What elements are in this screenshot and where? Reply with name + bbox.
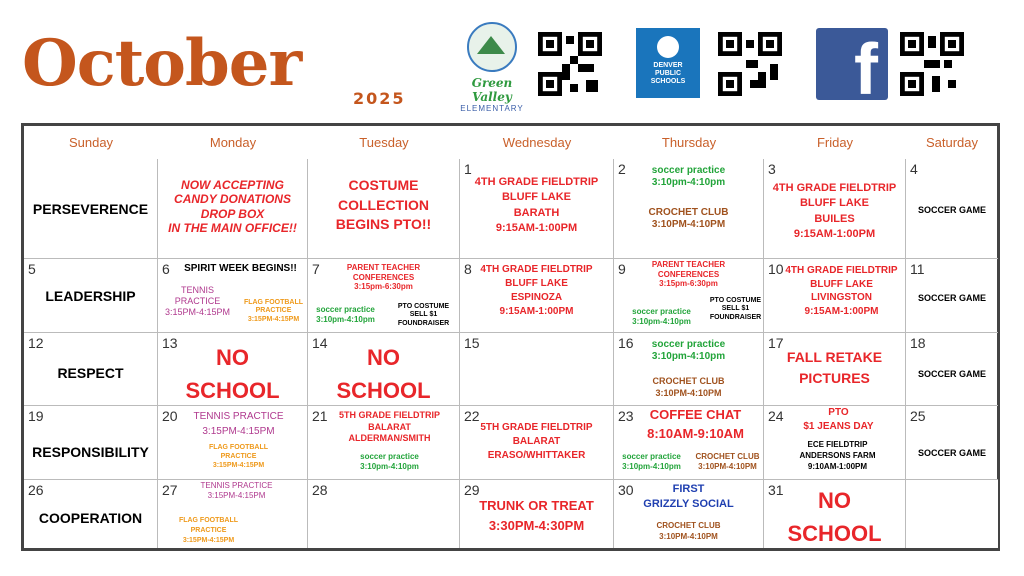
district-emblem-icon: [657, 36, 679, 58]
event-pto-jeans: PTO $1 JEANS DAY: [803, 407, 874, 432]
calendar-day: 18 SOCCER GAME: [906, 333, 998, 406]
qr-code-icon[interactable]: [718, 32, 782, 96]
calendar-day: 14 NO SCHOOL: [308, 333, 460, 406]
district-logo: DENVER PUBLIC SCHOOLS: [636, 28, 700, 98]
calendar-day: 19 RESPONSIBILITY: [24, 406, 158, 480]
facebook-icon[interactable]: f: [816, 28, 888, 100]
event-no-school: NO SCHOOL: [336, 345, 431, 403]
day-header: Thursday: [661, 135, 717, 150]
event-flag-football: FLAG FOOTBALL PRACTICE 3:15PM-4:15PM: [243, 299, 304, 323]
calendar-day: 20 TENNIS PRACTICE 3:15PM-4:15PM FLAG FOOTBALL PRACTICE 3:15PM-4:15PM: [158, 406, 308, 480]
event-spirit-week: SPIRIT WEEK BEGINS!!: [184, 263, 297, 274]
calendar-day: 25 SOCCER GAME: [906, 406, 998, 480]
event-fieldtrip: 4TH GRADE FIELDTRIP BLUFF LAKE BARATH 9:15AM-1:00PM: [474, 176, 599, 235]
calendar-day: 5 LEADERSHIP: [24, 259, 158, 333]
calendar-grid: [21, 123, 1000, 551]
event-retake: FALL RETAKE PICTURES: [786, 349, 883, 386]
day-header: Saturday: [925, 135, 979, 150]
value-word: RESPONSIBILITY: [32, 444, 149, 460]
calendar-day: 7 PARENT TEACHER CONFERENCES 3:15pm-6:30pm soccer practice 3:10pm-4:10pm PTO COSTUME SELL $1 FOUNDRAISER: [308, 259, 460, 333]
event-fieldtrip: 4TH GRADE FIELDTRIP BLUFF LAKE ESPINOZA 9:15AM-1:00PM: [480, 264, 593, 317]
calendar-day: 24 PTO $1 JEANS DAY ECE FIELDTRIP ANDERSONS FARM 9:10AM-1:00PM: [764, 406, 906, 480]
calendar-day: 9 PARENT TEACHER CONFERENCES 3:15pm-6:30pm soccer practice 3:10pm-4:10pm PTO COSTUME SELL $1 FOUNDRAISER: [614, 259, 764, 333]
calendar-day: 29 TRUNK OR TREAT 3:30PM-4:30PM: [460, 480, 614, 548]
event-flag-football: FLAG FOOTBALL PRACTICE 3:15PM-4:15PM: [208, 444, 269, 470]
calendar-day: 30 FIRST GRIZZLY SOCIAL CROCHET CLUB 3:10PM-4:10PM: [614, 480, 764, 548]
event-pto-costume: PTO COSTUME SELL $1 FOUNDRAISER: [709, 297, 762, 321]
event-soccer-practice: soccer practice 3:10pm-4:10pm: [651, 339, 726, 362]
calendar-day: 11 SOCCER GAME: [906, 259, 998, 333]
calendar-day: [24, 159, 158, 259]
event-tennis: TENNIS PRACTICE 3:15PM-4:15PM: [193, 411, 284, 437]
calendar-day: 21 5TH GRADE FIELDTRIP BALARAT ALDERMAN/SMITH soccer practice 3:10pm-4:10pm: [308, 406, 460, 480]
event-crochet: CROCHET CLUB 3:10PM-4:10PM: [648, 207, 729, 230]
event-no-school: NO SCHOOL: [185, 345, 280, 403]
mountain-icon: [467, 22, 517, 72]
calendar-day: 13 NO SCHOOL: [158, 333, 308, 406]
event-fieldtrip: 5TH GRADE FIELDTRIP BALARAT ERASO/WHITTAKER: [480, 422, 593, 461]
event-costume: COSTUME COLLECTION BEGINS PTO!!: [335, 177, 432, 233]
event-tennis: TENNIS PRACTICE 3:15PM-4:15PM: [200, 481, 273, 500]
school-logo: [452, 22, 532, 113]
calendar-day: 12 RESPECT: [24, 333, 158, 406]
calendar-day: [158, 159, 308, 259]
event-crochet: CROCHET CLUB 3:10PM-4:10PM: [695, 452, 760, 471]
calendar-day: 15: [460, 333, 614, 406]
event-soccer-practice: soccer practice 3:10pm-4:10pm: [360, 452, 419, 471]
calendar-day: 23 COFFEE CHAT 8:10AM-9:10AM soccer practice 3:10pm-4:10pm CROCHET CLUB 3:10PM-4:10PM: [614, 406, 764, 480]
day-header: Wednesday: [502, 135, 572, 150]
value-word: LEADERSHIP: [45, 288, 136, 304]
event-conferences: PARENT TEACHER CONFERENCES 3:15pm-6:30pm: [346, 263, 421, 292]
calendar-day: 27 TENNIS PRACTICE 3:15PM-4:15PM FLAG FOOTBALL PRACTICE 3:15PM-4:15PM: [158, 480, 308, 548]
school-sub: ELEMENTARY: [460, 104, 524, 113]
qr-code-icon[interactable]: [900, 32, 964, 96]
day-header: Monday: [209, 135, 257, 150]
event-soccer-game: SOCCER GAME: [917, 205, 986, 215]
event-soccer-game: SOCCER GAME: [917, 293, 986, 303]
calendar-day: 17 FALL RETAKE PICTURES: [764, 333, 906, 406]
event-no-school: NO SCHOOL: [787, 488, 882, 546]
event-trunk-or-treat: TRUNK OR TREAT 3:30PM-4:30PM: [479, 498, 594, 534]
calendar-day: [308, 159, 460, 259]
year-label: 2025: [353, 89, 406, 108]
value-word: PERSEVERENCE: [32, 201, 149, 217]
calendar-day: 8 4TH GRADE FIELDTRIP BLUFF LAKE ESPINOZA 9:15AM-1:00PM: [460, 259, 614, 333]
event-fieldtrip: 4TH GRADE FIELDTRIP BLUFF LAKE BUILES 9:15AM-1:00PM: [772, 182, 897, 241]
calendar-day: 26 COOPERATION: [24, 480, 158, 548]
calendar-day: 31 NO SCHOOL: [764, 480, 906, 548]
calendar-day: 6 SPIRIT WEEK BEGINS!! TENNIS PRACTICE 3:15PM-4:15PM FLAG FOOTBALL PRACTICE 3:15PM-4:15PM: [158, 259, 308, 333]
event-soccer-practice: soccer practice 3:10pm-4:10pm: [632, 307, 691, 326]
calendar-day: 2 soccer practice 3:10pm-4:10pm CROCHET CLUB 3:10PM-4:10PM: [614, 159, 764, 259]
event-flag-football: FLAG FOOTBALL PRACTICE 3:15PM-4:15PM: [178, 517, 239, 544]
event-donations: NOW ACCEPTING CANDY DONATIONS DROP BOX IN THE MAIN OFFICE!!: [168, 178, 297, 236]
calendar-day: 10 4TH GRADE FIELDTRIP BLUFF LAKE LIVINGSTON 9:15AM-1:00PM: [764, 259, 906, 333]
event-tennis: TENNIS PRACTICE 3:15PM-4:15PM: [164, 285, 231, 317]
event-soccer-practice: soccer practice 3:10pm-4:10pm: [651, 165, 726, 188]
day-header: Sunday: [68, 135, 114, 150]
event-crochet: CROCHET CLUB 3:10PM-4:10PM: [656, 521, 721, 542]
calendar-day: 1 4TH GRADE FIELDTRIP BLUFF LAKE BARATH 9:15AM-1:00PM: [460, 159, 614, 259]
qr-code-icon[interactable]: [538, 32, 602, 96]
event-soccer-game: SOCCER GAME: [917, 448, 986, 458]
event-soccer-practice: soccer practice 3:10pm-4:10pm: [622, 452, 681, 471]
calendar-day: 4 SOCCER GAME: [906, 159, 998, 259]
event-soccer-game: SOCCER GAME: [917, 369, 986, 379]
calendar-day: [906, 480, 998, 548]
value-word: RESPECT: [57, 365, 124, 381]
day-header: Friday: [816, 135, 854, 150]
calendar-day: 28: [308, 480, 460, 548]
event-ece-fieldtrip: ECE FIELDTRIP ANDERSONS FARM 9:10AM-1:00PM: [799, 440, 876, 471]
calendar-day: 3 4TH GRADE FIELDTRIP BLUFF LAKE BUILES 9:15AM-1:00PM: [764, 159, 906, 259]
event-pto-costume: PTO COSTUME SELL $1 FOUNDRAISER: [397, 303, 450, 327]
calendar-day: 16 soccer practice 3:10pm-4:10pm CROCHET CLUB 3:10PM-4:10PM: [614, 333, 764, 406]
calendar-day: 22 5TH GRADE FIELDTRIP BALARAT ERASO/WHITTAKER: [460, 406, 614, 480]
value-word: COOPERATION: [38, 510, 143, 526]
event-soccer-practice: soccer practice 3:10pm-4:10pm: [316, 305, 375, 324]
event-crochet: CROCHET CLUB 3:10PM-4:10PM: [652, 376, 725, 399]
day-header: Tuesday: [359, 135, 409, 150]
month-title: October: [22, 26, 302, 101]
event-conferences: PARENT TEACHER CONFERENCES 3:15pm-6:30pm: [651, 260, 726, 289]
school-name: Green Valley: [471, 76, 513, 104]
event-coffee-chat: COFFEE CHAT 8:10AM-9:10AM: [647, 407, 744, 441]
event-fieldtrip: 4TH GRADE FIELDTRIP BLUFF LAKE LIVINGSTON 9:15AM-1:00PM: [785, 265, 898, 317]
event-fieldtrip: 5TH GRADE FIELDTRIP BALARAT ALDERMAN/SMITH: [338, 410, 440, 444]
event-grizzly-social: FIRST GRIZZLY SOCIAL: [643, 483, 734, 511]
